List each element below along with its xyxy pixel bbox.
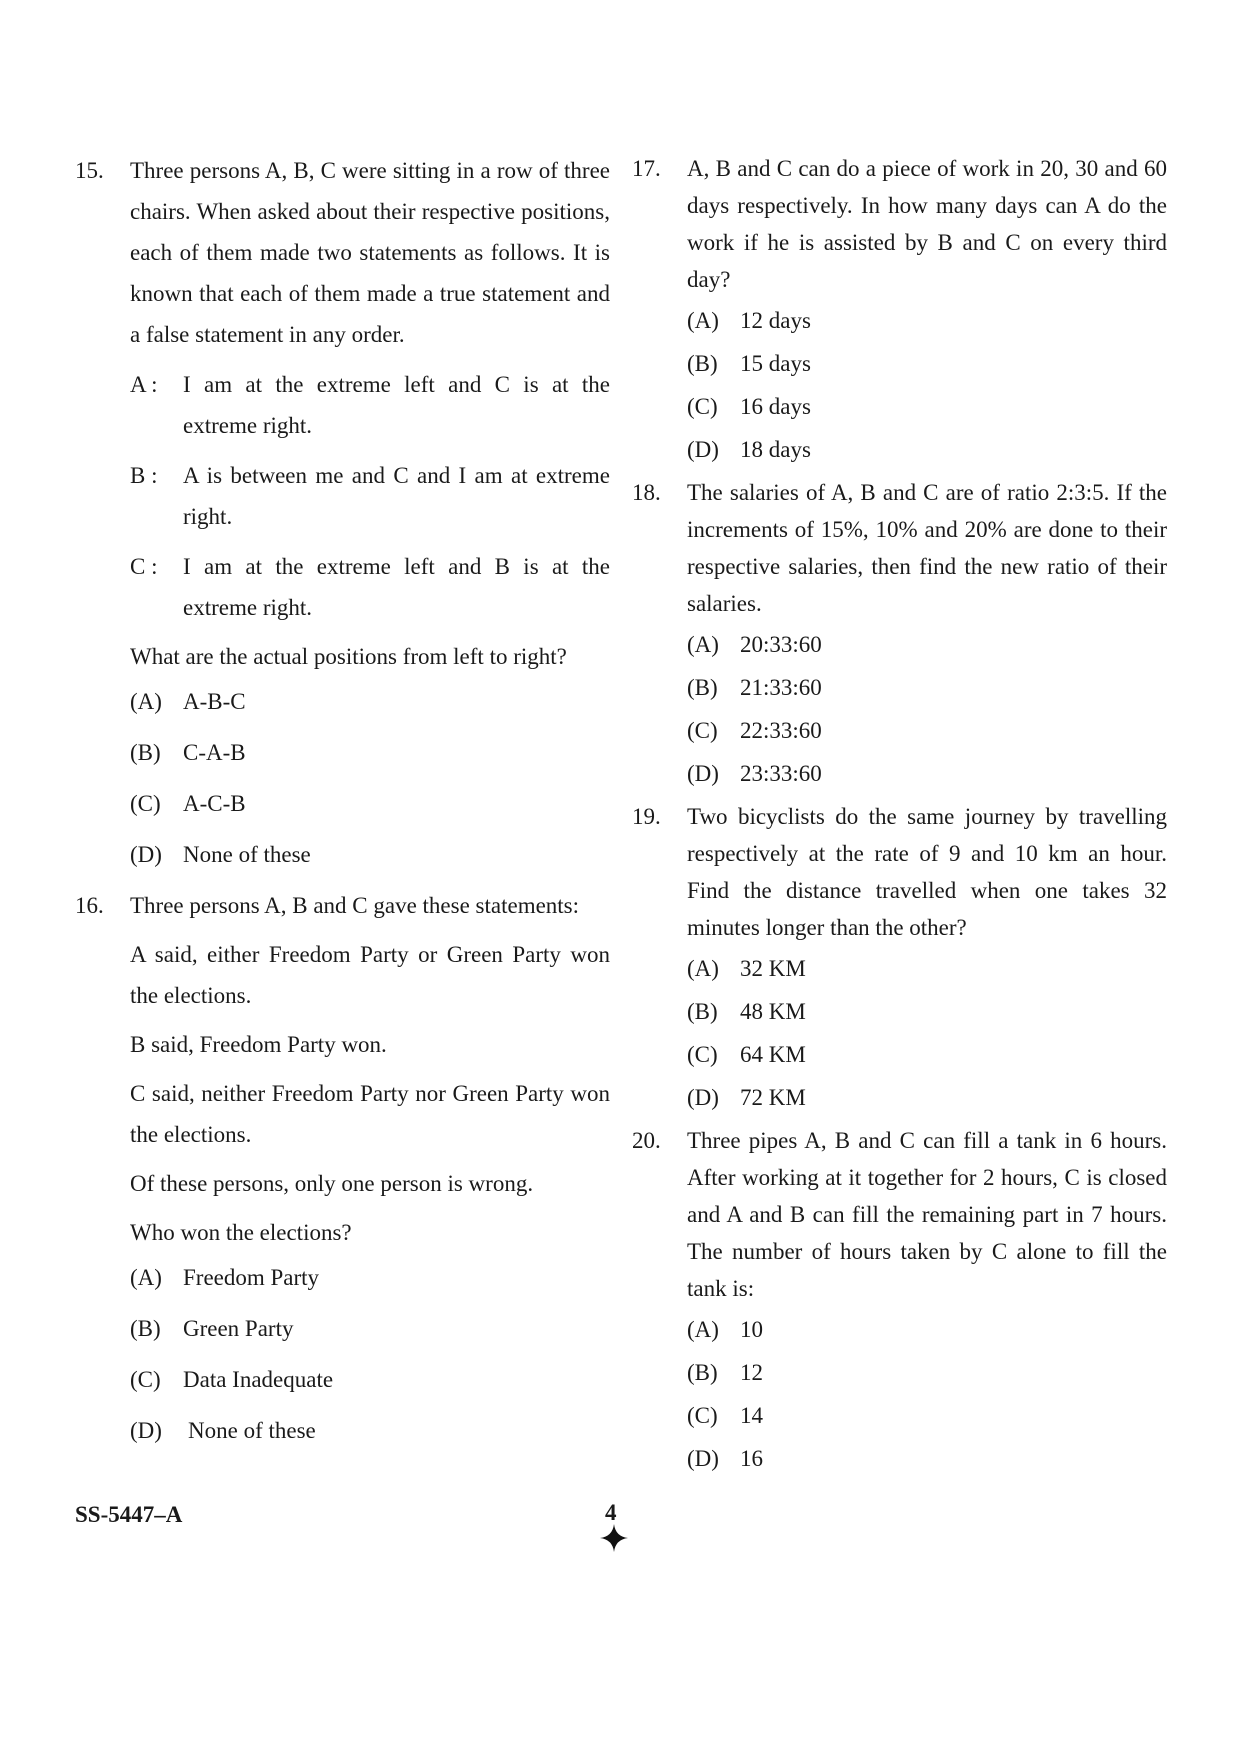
option-text: Freedom Party	[183, 1265, 320, 1290]
option-text: 21:33:60	[740, 675, 822, 700]
option-label: (D)	[130, 842, 162, 867]
option-d[interactable]	[130, 834, 610, 885]
option-c[interactable]	[687, 712, 1167, 755]
options-list	[687, 1311, 1167, 1483]
option-label: (C)	[130, 791, 161, 816]
option-text: 16 days	[740, 394, 811, 419]
question-number: 18.	[632, 480, 661, 505]
option-text: 72 KM	[740, 1085, 806, 1110]
options-list	[687, 302, 1167, 474]
option-c[interactable]	[687, 1397, 1167, 1440]
option-label: (D)	[130, 1418, 162, 1443]
statement-text: I am at the extreme left and C is at the extreme right.	[183, 372, 610, 438]
question-stem: Three persons A, B, C were sitting in a row of three chairs. When asked about their respective positions, each of them made two statements as follows. It is known that each of them made a true statement and a false statement in any order.	[130, 158, 610, 347]
option-text: 14	[740, 1403, 763, 1428]
question-line: Who won the elections?	[130, 1220, 352, 1245]
question-line: A said, either Freedom Party or Green Party won the elections.	[130, 942, 610, 1008]
statement-speaker: C :	[130, 554, 158, 579]
option-text: C-A-B	[183, 740, 246, 765]
question-prompt: What are the actual positions from left to right?	[130, 644, 567, 669]
statement	[130, 364, 610, 446]
statement-text: A is between me and C and I am at extreme right.	[183, 463, 610, 529]
question-19	[632, 798, 1167, 1122]
right-column	[632, 150, 1167, 1483]
page-number: 4	[605, 1500, 617, 1525]
option-text: 10	[740, 1317, 763, 1342]
option-label: (D)	[687, 761, 719, 786]
option-b[interactable]	[687, 669, 1167, 712]
option-text: 22:33:60	[740, 718, 822, 743]
option-label: (B)	[687, 351, 718, 376]
question-stem: The salaries of A, B and C are of ratio 2:3:5. If the increments of 15%, 10% and 20% are done to their respective salaries, then find the new ratio of their salaries.	[687, 480, 1167, 616]
option-a[interactable]	[687, 1311, 1167, 1354]
option-label: (D)	[687, 1446, 719, 1471]
question-line: C said, neither Freedom Party nor Green Party won the elections.	[130, 1081, 610, 1147]
option-d[interactable]	[687, 1440, 1167, 1483]
option-text: 20:33:60	[740, 632, 822, 657]
option-label: (A)	[130, 1265, 162, 1290]
option-a[interactable]	[687, 626, 1167, 669]
option-label: (A)	[687, 308, 719, 333]
option-d[interactable]	[130, 1410, 610, 1461]
option-label: (A)	[130, 689, 162, 714]
option-label: (D)	[687, 437, 719, 462]
options-list	[130, 1257, 610, 1461]
option-text: 15 days	[740, 351, 811, 376]
option-b[interactable]	[687, 993, 1167, 1036]
option-a[interactable]	[130, 1257, 610, 1308]
statement	[130, 546, 610, 628]
options-list	[687, 950, 1167, 1122]
option-a[interactable]	[687, 302, 1167, 345]
left-column	[75, 150, 610, 1461]
question-number: 17.	[632, 156, 661, 181]
option-c[interactable]	[687, 388, 1167, 431]
question-number: 19.	[632, 804, 661, 829]
option-label: (B)	[687, 1360, 718, 1385]
options-list	[130, 681, 610, 885]
question-stem: Three persons A, B and C gave these statements:	[130, 893, 580, 918]
statement-speaker: B :	[130, 463, 158, 488]
statement-text: I am at the extreme left and B is at the extreme right.	[183, 554, 610, 620]
options-list	[687, 626, 1167, 798]
option-label: (A)	[687, 632, 719, 657]
option-text: 23:33:60	[740, 761, 822, 786]
question-20	[632, 1122, 1167, 1483]
question-stem: Two bicyclists do the same journey by travelling respectively at the rate of 9 and 10 km an hour. Find the distance travelled when one takes 32 minutes longer than the other?	[687, 804, 1167, 940]
option-label: (B)	[130, 740, 161, 765]
question-number: 15.	[75, 158, 104, 183]
option-c[interactable]	[687, 1036, 1167, 1079]
statement-speaker: A :	[130, 372, 158, 397]
option-text: Green Party	[183, 1316, 294, 1341]
option-text: None of these	[188, 1418, 316, 1443]
option-label: (C)	[687, 1042, 718, 1067]
option-label: (A)	[687, 1317, 719, 1342]
option-label: (C)	[687, 1403, 718, 1428]
option-text: 12 days	[740, 308, 811, 333]
question-16	[75, 885, 610, 1461]
option-text: 64 KM	[740, 1042, 806, 1067]
four-point-star-icon	[600, 1524, 628, 1552]
option-b[interactable]	[687, 345, 1167, 388]
option-text: 18 days	[740, 437, 811, 462]
option-c[interactable]	[130, 1359, 610, 1410]
option-text: A-C-B	[183, 791, 246, 816]
option-a[interactable]	[687, 950, 1167, 993]
booklet-code: SS-5447–A	[75, 1502, 183, 1527]
option-b[interactable]	[687, 1354, 1167, 1397]
option-b[interactable]	[130, 1308, 610, 1359]
question-18	[632, 474, 1167, 798]
option-text: A-B-C	[183, 689, 246, 714]
option-label: (B)	[130, 1316, 161, 1341]
option-text: Data Inadequate	[183, 1367, 334, 1392]
option-d[interactable]	[687, 755, 1167, 798]
question-stem: A, B and C can do a piece of work in 20, 30 and 60 days respectively. In how many days can A do the work if he is assisted by B and C on every third day?	[687, 156, 1167, 292]
option-label: (B)	[687, 999, 718, 1024]
question-17	[632, 150, 1167, 474]
option-text: 16	[740, 1446, 763, 1471]
option-label: (C)	[130, 1367, 161, 1392]
option-label: (D)	[687, 1085, 719, 1110]
option-text: None of these	[183, 842, 311, 867]
option-c[interactable]	[130, 783, 610, 834]
option-text: 32 KM	[740, 956, 806, 981]
question-stem: Three pipes A, B and C can fill a tank in 6 hours. After working at it together for 2 hours, C is closed and A and B can fill the remaining part in 7 hours. The number of hours taken by C alone to fill the tank is:	[687, 1128, 1167, 1301]
statement	[130, 455, 610, 537]
option-label: (C)	[687, 394, 718, 419]
question-number: 20.	[632, 1128, 661, 1153]
option-a[interactable]	[130, 681, 610, 732]
question-15	[75, 150, 610, 885]
option-b[interactable]	[130, 732, 610, 783]
option-text: 12	[740, 1360, 763, 1385]
option-d[interactable]	[687, 1079, 1167, 1122]
option-label: (A)	[687, 956, 719, 981]
question-number: 16.	[75, 893, 104, 918]
question-line: Of these persons, only one person is wrong.	[130, 1171, 534, 1196]
option-d[interactable]	[687, 431, 1167, 474]
option-label: (B)	[687, 675, 718, 700]
question-line: B said, Freedom Party won.	[130, 1032, 387, 1057]
option-label: (C)	[687, 718, 718, 743]
option-text: 48 KM	[740, 999, 806, 1024]
